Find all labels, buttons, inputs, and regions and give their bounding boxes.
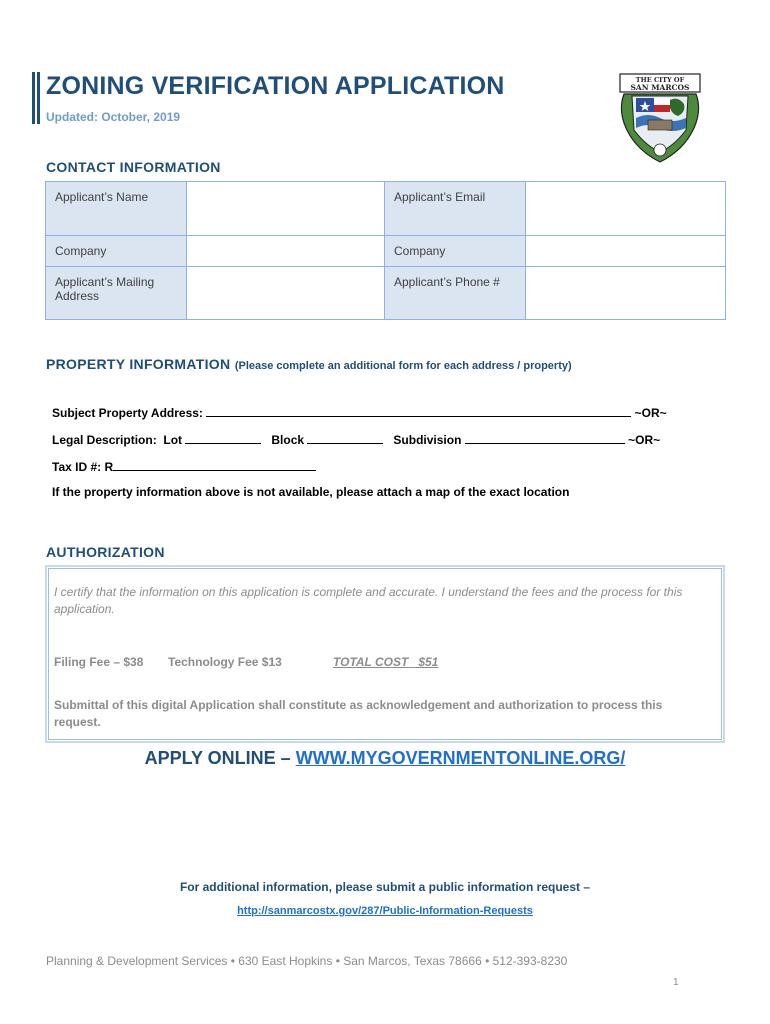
legal-description-line bbox=[52, 431, 660, 447]
applicant-email-label: Applicant’s Email bbox=[385, 182, 526, 236]
tax-id-field[interactable] bbox=[113, 458, 316, 471]
company-field-right[interactable] bbox=[526, 236, 726, 267]
property-heading: PROPERTY INFORMATION bbox=[46, 356, 231, 372]
applicant-name-field[interactable] bbox=[187, 182, 385, 236]
block-field[interactable] bbox=[307, 431, 383, 444]
tax-id-line bbox=[52, 458, 316, 474]
public-info-link-line bbox=[0, 903, 770, 917]
title-bar-right bbox=[37, 72, 40, 124]
seal-text-name: SAN MARCOS bbox=[630, 83, 690, 92]
subject-address-label: Subject Property Address: bbox=[52, 406, 203, 420]
contact-heading: CONTACT INFORMATION bbox=[46, 159, 221, 175]
authorization-box bbox=[45, 565, 725, 743]
phone-field[interactable] bbox=[526, 267, 726, 320]
or-label-1: ~OR~ bbox=[634, 406, 667, 420]
submittal-text: Submittal of this digital Application shall constitute as acknowledgement and authorization to process this request. bbox=[54, 698, 663, 729]
contact-table bbox=[45, 181, 726, 320]
applicant-name-label: Applicant’s Name bbox=[46, 182, 187, 236]
authorization-heading: AUTHORIZATION bbox=[46, 544, 165, 560]
tax-id-label: Tax ID #: R bbox=[52, 460, 114, 474]
company-label-left: Company bbox=[46, 236, 187, 267]
mailing-address-field[interactable] bbox=[187, 267, 385, 320]
total-cost: TOTAL COST $51 bbox=[333, 655, 439, 669]
public-info-text: For additional information, please submit a public information request – bbox=[179, 880, 591, 894]
city-seal-icon bbox=[614, 72, 706, 164]
page-number: 1 bbox=[673, 977, 679, 988]
page-title: ZONING VERIFICATION APPLICATION bbox=[46, 72, 505, 100]
or-label-2: ~OR~ bbox=[628, 433, 661, 447]
table-row bbox=[46, 267, 726, 320]
mailing-address-label: Applicant’s Mailing Address bbox=[46, 267, 187, 320]
lot-label: Lot bbox=[163, 433, 183, 447]
updated-date: Updated: October, 2019 bbox=[46, 110, 181, 124]
property-heading-line bbox=[46, 356, 572, 374]
table-row bbox=[46, 182, 726, 236]
apply-online-prefix: APPLY ONLINE – bbox=[144, 748, 296, 768]
footer-address: Planning & Development Services • 630 East Hopkins • San Marcos, Texas 78666 • 512-393-8230 bbox=[46, 954, 568, 968]
property-note: (Please complete an additional form for each address / property) bbox=[234, 360, 572, 372]
block-label: Block bbox=[271, 433, 305, 447]
legal-description-label: Legal Description: bbox=[52, 433, 157, 447]
subdivision-field[interactable] bbox=[465, 431, 625, 444]
phone-label: Applicant’s Phone # bbox=[385, 267, 526, 320]
seal-text-top: THE CITY OF bbox=[635, 76, 685, 84]
certify-text: I certify that the information on this application is complete and accurate. I understand the fees and the process for this application. bbox=[54, 585, 683, 616]
technology-fee: Technology Fee $13 bbox=[168, 655, 282, 669]
apply-online-line bbox=[0, 748, 770, 769]
public-info-link[interactable]: http://sanmarcostx.gov/287/Public-Information-Requests bbox=[237, 905, 533, 917]
company-label-right: Company bbox=[385, 236, 526, 267]
subject-address-field[interactable] bbox=[206, 404, 631, 417]
table-row bbox=[46, 236, 726, 267]
filing-fee: Filing Fee – $38 bbox=[54, 655, 144, 669]
lot-field[interactable] bbox=[185, 431, 261, 444]
apply-online-link[interactable]: WWW.MYGOVERNMENTONLINE.ORG/ bbox=[295, 748, 626, 768]
subject-address-line bbox=[52, 404, 667, 420]
subdivision-label: Subdivision bbox=[393, 433, 462, 447]
title-bar-left bbox=[32, 72, 35, 124]
applicant-email-field[interactable] bbox=[526, 182, 726, 236]
map-note: If the property information above is not available, please attach a map of the exact location bbox=[52, 485, 570, 499]
company-field-left[interactable] bbox=[187, 236, 385, 267]
